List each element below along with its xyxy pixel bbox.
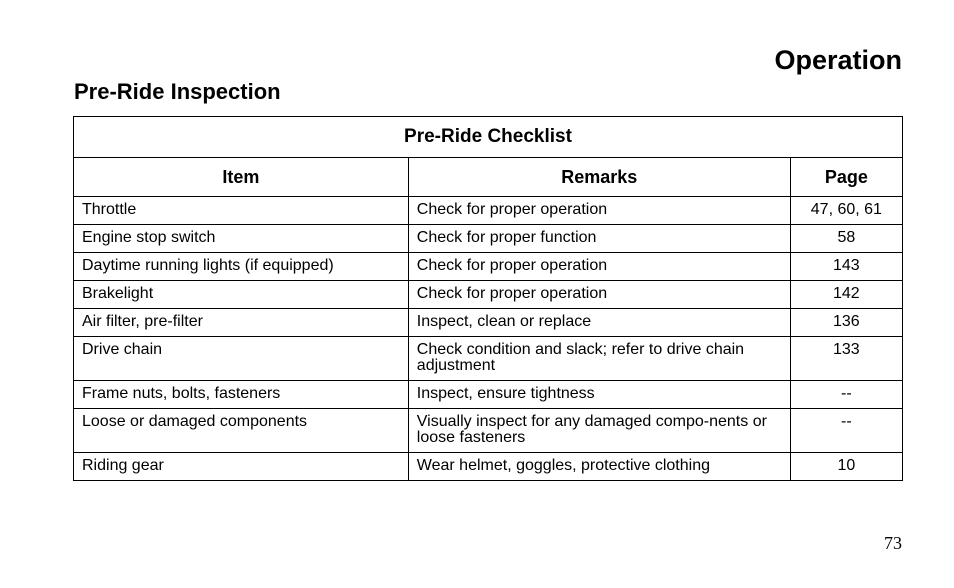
column-header-page: Page: [790, 158, 902, 197]
pre-ride-checklist-table: [73, 116, 903, 481]
table-row: [74, 197, 903, 225]
table-caption-row: [74, 117, 903, 158]
page-cell: 143: [790, 253, 902, 281]
table-row: [74, 281, 903, 309]
item-cell: Engine stop switch: [74, 225, 409, 253]
table-row: [74, 409, 903, 453]
page-cell: 133: [790, 337, 902, 381]
remarks-cell: Check for proper function: [408, 225, 790, 253]
remarks-cell: Check for proper operation: [408, 281, 790, 309]
page-cell: --: [790, 409, 902, 453]
section-title: Operation: [774, 45, 902, 75]
table-row: [74, 337, 903, 381]
page-cell: 10: [790, 453, 902, 481]
remarks-cell: Check condition and slack; refer to drive chain adjustment: [408, 337, 790, 381]
page-title: Pre-Ride Inspection: [74, 79, 281, 104]
page-cell: 58: [790, 225, 902, 253]
remarks-cell: Inspect, clean or replace: [408, 309, 790, 337]
table-row: [74, 309, 903, 337]
table-row: [74, 225, 903, 253]
table-row: [74, 253, 903, 281]
item-cell: Frame nuts, bolts, fasteners: [74, 381, 409, 409]
item-cell: Brakelight: [74, 281, 409, 309]
page-cell: 142: [790, 281, 902, 309]
page-cell: 47, 60, 61: [790, 197, 902, 225]
item-cell: Drive chain: [74, 337, 409, 381]
remarks-cell: Inspect, ensure tightness: [408, 381, 790, 409]
item-cell: Loose or damaged components: [74, 409, 409, 453]
remarks-cell: Check for proper operation: [408, 197, 790, 225]
column-header-item: Item: [74, 158, 409, 197]
item-cell: Riding gear: [74, 453, 409, 481]
item-cell: Air filter, pre-filter: [74, 309, 409, 337]
table-caption: Pre-Ride Checklist: [74, 117, 903, 158]
item-cell: Daytime running lights (if equipped): [74, 253, 409, 281]
item-cell: Throttle: [74, 197, 409, 225]
remarks-cell: Wear helmet, goggles, protective clothing: [408, 453, 790, 481]
table-row: [74, 453, 903, 481]
page-cell: --: [790, 381, 902, 409]
table-row: [74, 381, 903, 409]
page-cell: 136: [790, 309, 902, 337]
table-header-row: [74, 158, 903, 197]
remarks-cell: Visually inspect for any damaged compo-nents or loose fasteners: [408, 409, 790, 453]
column-header-remarks: Remarks: [408, 158, 790, 197]
remarks-cell: Check for proper operation: [408, 253, 790, 281]
page-number: 73: [884, 533, 902, 553]
